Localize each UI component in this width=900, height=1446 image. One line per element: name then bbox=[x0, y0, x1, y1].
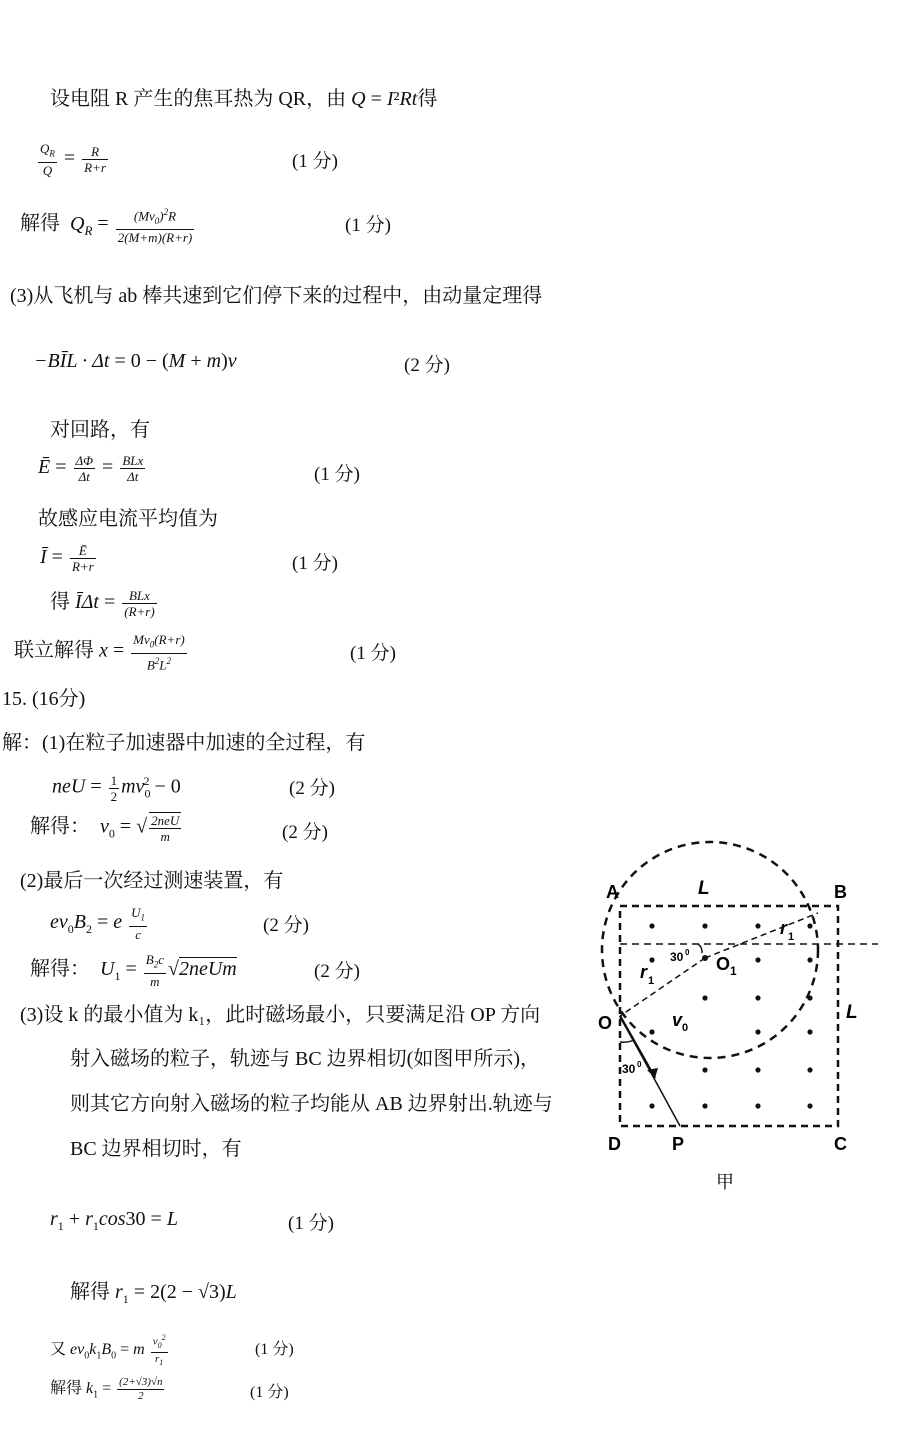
field-dot bbox=[702, 923, 707, 928]
formula-u1: 解得： $U_1$ = $\frac{B_2c}{m}$ √2neUm bbox=[30, 952, 237, 989]
field-dot bbox=[702, 995, 707, 1000]
radius-line bbox=[620, 958, 705, 1016]
label-l-top: L bbox=[698, 878, 710, 899]
center-point bbox=[702, 955, 708, 961]
field-dot bbox=[755, 923, 760, 928]
formula-r1-equation: $r_1 + r_1\cos 30 = L$ bbox=[50, 1208, 178, 1233]
field-dot bbox=[807, 957, 812, 962]
field-dot bbox=[649, 923, 654, 928]
label-b: B bbox=[834, 882, 847, 902]
label-angle-lower-sup: 0 bbox=[637, 1060, 642, 1069]
label-c: C bbox=[834, 1134, 847, 1154]
formula-qr-ratio: $\frac{Q_R}{Q}$ = $\frac{R}{R+r}$ bbox=[40, 141, 106, 178]
label-r1-lower: r bbox=[640, 962, 648, 982]
text-line: 设电阻 R 产生的焦耳热为 QR，由 Q = I²Rt得 bbox=[50, 88, 438, 110]
text-line: (3)设 k 的最小值为 k₁，此时磁场最小，只要满足沿 OP 方向 bbox=[20, 1004, 541, 1026]
score: (1 分) bbox=[350, 643, 396, 664]
formula-qr-result: 解得 $Q_R$ = $\frac{(Mv_0)^2R}{2(M+m)(R+r)}$ bbox=[20, 207, 193, 245]
field-dot bbox=[755, 1103, 760, 1108]
formula-velocity-selector: $ev_0B_2 = e$ $\frac{U_1}{c}$ bbox=[50, 905, 146, 942]
figure-caption: 甲 bbox=[716, 1172, 734, 1192]
trajectory-circle bbox=[602, 842, 818, 1058]
text-line: 射入磁场的粒子，轨迹与 BC 边界相切(如图甲所示)， bbox=[70, 1048, 540, 1070]
label-angle-upper-sup: 0 bbox=[685, 948, 690, 957]
text-line: 解：(1)在粒子加速器中加速的全过程，有 bbox=[2, 732, 366, 754]
score: (1 分) bbox=[345, 215, 391, 236]
formula-v0: 解得： $v_0$ = √ $\frac{\text{2neU}}{m}$ bbox=[30, 813, 180, 844]
score: (2 分) bbox=[282, 822, 328, 843]
label-d: D bbox=[608, 1134, 621, 1154]
label-l-right: L bbox=[846, 1002, 858, 1023]
score: (1 分) bbox=[292, 553, 338, 574]
label-angle-lower: 30 bbox=[622, 1062, 636, 1076]
angle-arc bbox=[698, 944, 702, 953]
text-line: 对回路，有 bbox=[50, 419, 150, 441]
formula-momentum: −BĪL · Δt = 0 − (M + m)v bbox=[34, 350, 237, 372]
text-line: (2)最后一次经过测速装置，有 bbox=[20, 870, 284, 892]
formula-lorentz: 又 $ev_0k_1B_0 = m$ $\frac{v_0^2}{r_1}$ bbox=[50, 1333, 166, 1368]
text-line: (3)从飞机与 ab 棒共速到它们停下来的过程中，由动量定理得 bbox=[10, 285, 543, 307]
field-dot bbox=[807, 1103, 812, 1108]
field-dot bbox=[807, 995, 812, 1000]
label-r1-upper-sub: 1 bbox=[788, 931, 795, 943]
score: (2 分) bbox=[263, 915, 309, 936]
field-dot bbox=[807, 1067, 812, 1072]
score: (1 分) bbox=[250, 1384, 289, 1401]
label-o1-sub: 1 bbox=[730, 964, 737, 978]
formula-r1-result: 解得 $r_1 = 2(2 - √3)L$ bbox=[70, 1281, 237, 1306]
field-dot bbox=[755, 957, 760, 962]
score: (1 分) bbox=[314, 464, 360, 485]
score: (1 分) bbox=[255, 1341, 294, 1358]
formula-x: 联立解得 x = $\frac{Mv_0(R+r)}{B^2L^2}$ bbox=[14, 632, 185, 672]
score: (1 分) bbox=[288, 1213, 334, 1234]
field-dot bbox=[649, 1103, 654, 1108]
field-dot bbox=[702, 1103, 707, 1108]
field-dot bbox=[807, 923, 812, 928]
formula-energy: neU = $\frac{1}{2}$ $mv_0^2 - 0$ bbox=[52, 772, 181, 804]
field-dot bbox=[702, 1067, 707, 1072]
label-v0-sub: 0 bbox=[682, 1022, 689, 1034]
problem-title: 15. (16分) bbox=[2, 688, 86, 710]
score: (2 分) bbox=[289, 778, 335, 799]
label-angle-upper: 30 bbox=[670, 950, 684, 964]
label-o1: O bbox=[716, 954, 731, 974]
angle-arc bbox=[620, 1040, 634, 1042]
label-v0: v bbox=[672, 1010, 683, 1030]
score: (1 分) bbox=[292, 151, 338, 172]
label-a: A bbox=[606, 882, 619, 902]
text-line: 故感应电流平均值为 bbox=[38, 508, 218, 530]
text-line: 则其它方向射入磁场的粒子均能从 AB 边界射出.轨迹与 bbox=[70, 1093, 553, 1115]
magnetic-field-diagram bbox=[590, 820, 890, 1200]
field-boundary bbox=[620, 906, 838, 1126]
field-dot bbox=[807, 1029, 812, 1034]
field-dot bbox=[755, 1067, 760, 1072]
score: (2 分) bbox=[314, 961, 360, 982]
label-p: P bbox=[672, 1134, 685, 1154]
text-line: BC 边界相切时，有 bbox=[70, 1138, 242, 1160]
label-r1-lower-sub: 1 bbox=[648, 975, 655, 987]
label-r1-upper: r bbox=[780, 918, 788, 938]
formula-charge: 得 ĪΔt = $\frac{\text{BLx}}{(R+r)}$ bbox=[50, 588, 155, 619]
score: (2 分) bbox=[404, 355, 450, 376]
formula-current: Ī = $\frac{Ē}{R+r}$ bbox=[40, 543, 94, 574]
field-dot bbox=[755, 1029, 760, 1034]
formula-emf: Ē = $\frac{\Delta\Phi}{\Delta t}$ = $\frac{\text{BLx}}{\Delta t}$ bbox=[38, 453, 144, 484]
radius-line bbox=[705, 913, 818, 958]
field-dot bbox=[649, 1029, 654, 1034]
formula-k1: 解得 $k_1$ = $\frac{(2+√3)√n}{2}$ bbox=[50, 1376, 163, 1402]
field-dot bbox=[649, 957, 654, 962]
field-dot bbox=[755, 995, 760, 1000]
label-o: O bbox=[598, 1013, 613, 1033]
